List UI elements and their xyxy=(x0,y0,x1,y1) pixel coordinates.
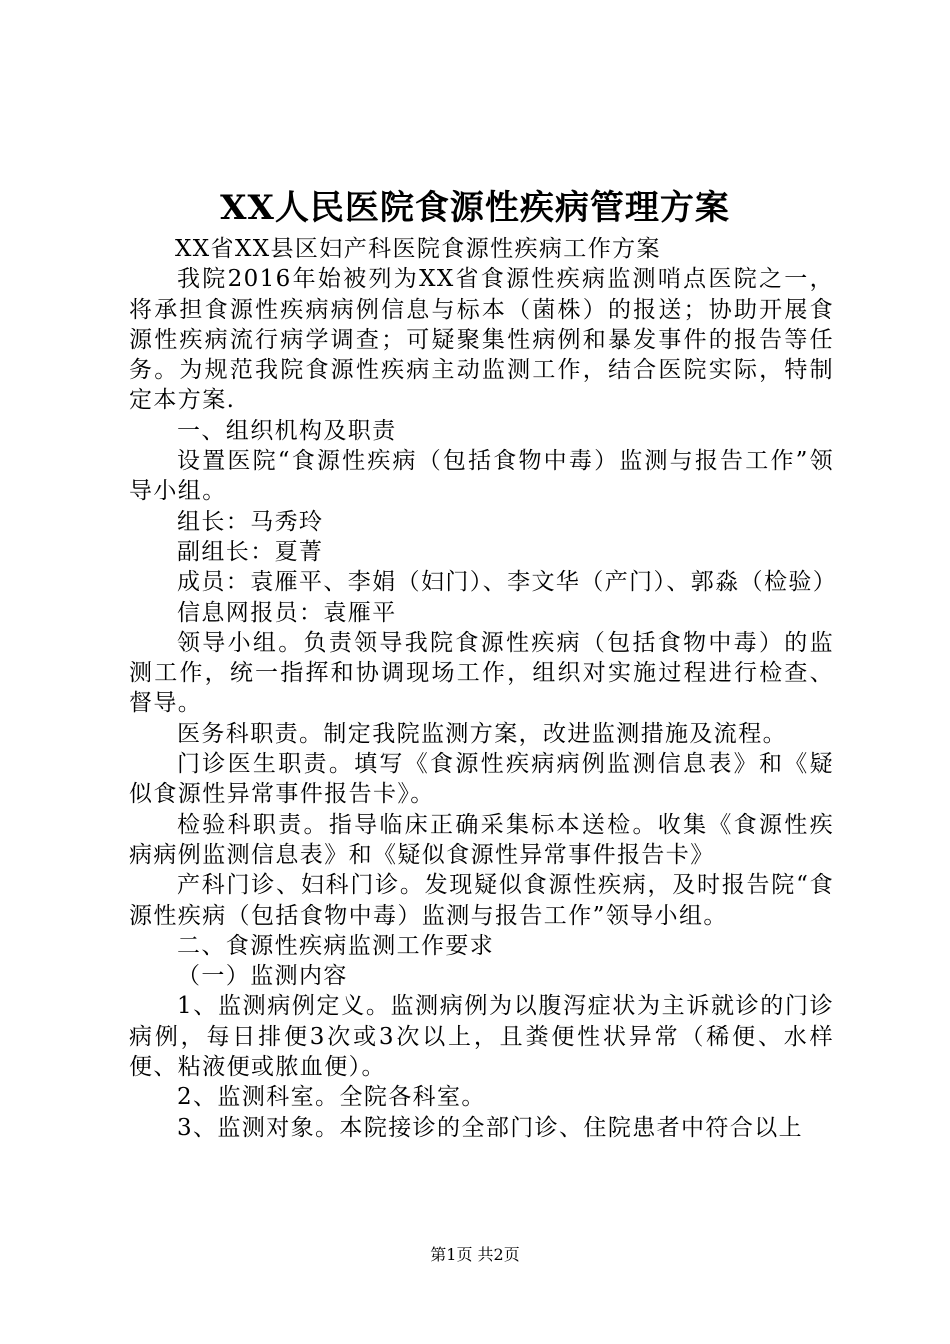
subsection-heading-content: （一）监测内容 xyxy=(177,963,348,990)
paragraph-targets: 3、监测对象。本院接诊的全部门诊、住院患者中符合以上 xyxy=(177,1114,804,1141)
paragraph-obgyn-clinics: 产科门诊、妇科门诊。发现疑似食源性疾病，及时报告院“食源性疾病（包括食物中毒）监测与报告工作”领导小组。 xyxy=(129,872,834,929)
section-heading-requirements: 二、食源性疾病监测工作要求 xyxy=(177,932,495,959)
paragraph-medical-dept: 医务科职责。制定我院监测方案，改进监测措施及流程。 xyxy=(177,720,787,747)
paragraph-reporter: 信息网报员：袁雁平 xyxy=(177,599,397,626)
paragraph-case-definition: 1、监测病例定义。监测病例为以腹泻症状为主诉就诊的门诊病例，每日排便3次或3次以上，且粪便性状异常（稀便、水样便、粘液便或脓血便）。 xyxy=(129,993,834,1081)
document-title: XX人民医院食源性疾病管理方案 xyxy=(220,188,730,228)
paragraph-leadership-group: 设置医院“食源性疾病（包括食物中毒）监测与报告工作”领导小组。 xyxy=(129,448,834,505)
paragraph-group-leader: 组长：马秀玲 xyxy=(177,508,324,535)
document-body xyxy=(129,234,838,1143)
paragraph-deputy-leader: 副组长：夏菁 xyxy=(177,538,324,565)
page-number: 第1页 共2页 xyxy=(430,1245,520,1264)
paragraph-lab-dept: 检验科职责。指导临床正确采集标本送检。收集《食源性疾病病例监测信息表》和《疑似食源性异常事件报告卡》 xyxy=(129,811,834,868)
paragraph-group-duties: 领导小组。负责领导我院食源性疾病（包括食物中毒）的监测工作，统一指挥和协调现场工作，组织对实施过程进行检查、督导。 xyxy=(129,629,834,717)
paragraph-departments: 2、监测科室。全院各科室。 xyxy=(177,1084,486,1111)
paragraph-outpatient-doctors: 门诊医生职责。填写《食源性疾病病例监测信息表》和《疑似食源性异常事件报告卡》。 xyxy=(129,751,834,808)
paragraph-intro: 我院2016年始被列为XX省食源性疾病监测哨点医院之一，将承担食源性疾病病例信息与标本（菌株）的报送；协助开展食源性疾病流行病学调查；可疑聚集性病例和暴发事件的报告等任务。为规范我院食源性疾病主动监测工作，结合医院实际，特制定本方案. xyxy=(129,266,834,414)
paragraph-members: 成员：袁雁平、李娟（妇门）、李文华（产门）、郭淼（检验） xyxy=(177,569,838,596)
section-heading-organization: 一、组织机构及职责 xyxy=(177,417,397,444)
paragraph-subtitle: XX省XX县区妇产科医院食源性疾病工作方案 xyxy=(175,236,661,262)
